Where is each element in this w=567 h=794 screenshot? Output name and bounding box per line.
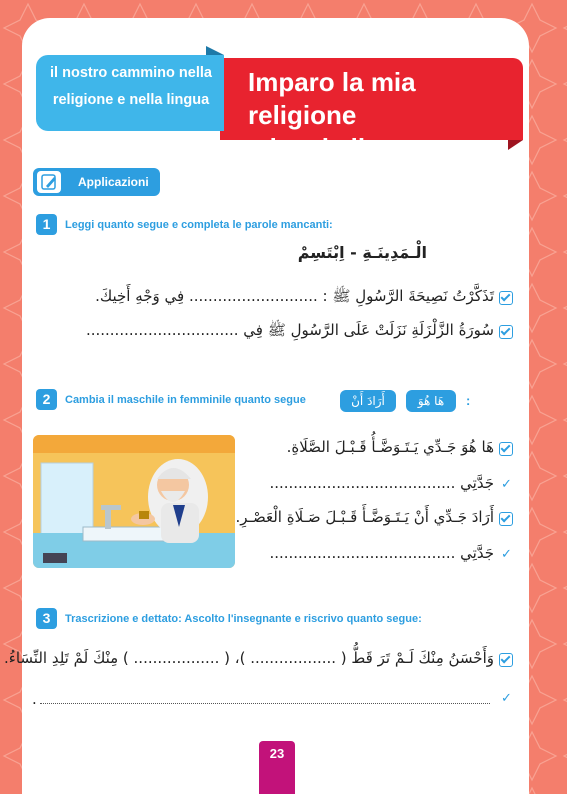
checkbox-icon [499, 442, 513, 456]
exercise-number-3: 3 [36, 608, 57, 629]
grandfather-washing-illustration [33, 435, 235, 568]
checkbox-icon [499, 291, 513, 305]
page-number: 23 [259, 741, 295, 794]
ex2-line-3: أَرَادَ جَـدِّي أَنْ يَـتَـوَضَّـأَ قَـبْـلَ صَـلَاةِ الْعَصْـرِ. [235, 508, 494, 526]
ex1-sentence-1: تَذَكَّرْتُ نَصِيحَةَ الرَّسُولِ ﷺ : ........................... فِي وَجْهِ أَخِيكَ. [95, 287, 494, 305]
header-subtitle-line1: il nostro cammino nella [50, 65, 212, 81]
ex2-line-4: جَدَّتِي ....................................... [269, 544, 494, 562]
checkbox-icon [499, 512, 513, 526]
ex2-colon: : [466, 393, 471, 408]
section-label: Applicazioni [78, 175, 149, 189]
exercise-number-2: 2 [36, 389, 57, 410]
tick-icon: ✓ [501, 691, 512, 706]
word-bank: الْـمَدِينَـةِ - اِبْتَسِمْ [297, 243, 427, 262]
page-title-line2: e la mia lingua [248, 133, 428, 163]
ex2-line-1: هَا هُوَ جَـدِّي يَـتَـوَضَّـأُ قَـبْـلَ الصَّلَاةِ. [286, 438, 494, 456]
exercise-number-1: 1 [36, 214, 57, 235]
header-subtitle-line2: religione e nella lingua [52, 92, 210, 108]
exercise-3-instruction: Trascrizione e dettato: Ascolto l'insegnante e riscrivo quanto segue: [65, 613, 422, 625]
exercise-2-instruction: Cambia il maschile in femminile quanto segue [65, 394, 306, 406]
header-tab-fold [206, 46, 224, 55]
tick-icon: ✓ [501, 547, 512, 562]
ex3-line-period: . [32, 690, 37, 708]
checkbox-icon [499, 325, 513, 339]
checkbox-icon [499, 653, 513, 667]
tick-icon: ✓ [501, 477, 512, 492]
ex2-line-2: جَدَّتِي ....................................... [269, 474, 494, 492]
ex3-answer-line[interactable] [40, 703, 490, 704]
ex3-sentence: وَأَحْسَنُ مِنْكَ لَـمْ تَرَ قَطُّ ( .................. )، ( .................. ) مِنْكَ لَمْ تَلِدِ النِّسَاءُ. [4, 649, 494, 667]
pencil-note-icon [37, 171, 61, 193]
page-title [248, 66, 524, 165]
page-title-line1: Imparo la mia religione [248, 67, 416, 130]
header-subtitle [38, 60, 224, 114]
phrase-pill-arada-an: أَرَادَ أَنْ [340, 390, 396, 412]
ex1-sentence-2: سُورَةُ الزَّلْزَلَةِ نَزَلَتْ عَلَى الرَّسُولِ ﷺ فِي ................................ [85, 321, 494, 339]
exercise-1-instruction: Leggi quanto segue e completa le parole mancanti: [65, 219, 333, 231]
phrase-pill-ha-huwa: هَا هُوَ [406, 390, 456, 412]
section-badge [33, 168, 160, 196]
